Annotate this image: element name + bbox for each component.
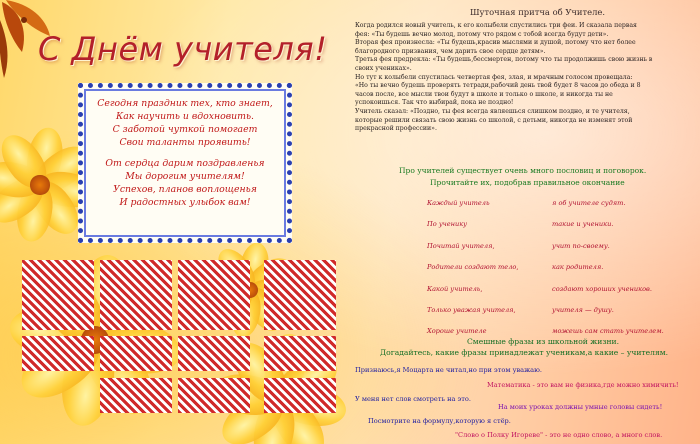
poem-box: [78, 83, 292, 243]
phrases-instruction: Догадайтесь, какие фразы принадлежат ученикам,а какие – учителям.: [380, 348, 669, 357]
photo-frame: [100, 260, 172, 330]
photo-frame: [178, 260, 250, 330]
proverb-start: Почитай учителя,: [427, 241, 495, 250]
proverb-start: Какой учитель,: [427, 284, 483, 293]
parable-line: Учитель сказал: «Поздно, ты фея всегда являешься слишком поздно, и те учителя,: [355, 108, 630, 115]
proverb-start: По ученику: [427, 220, 467, 229]
photo-frame: [264, 336, 336, 371]
proverb-ending: создают хороших учеников.: [552, 284, 652, 293]
photo-frame: [22, 260, 94, 330]
proverb-ending: такие и ученики.: [552, 220, 614, 229]
phrase-item: У меня нет слов смотреть на это.: [355, 395, 471, 403]
photo-frame: [100, 378, 172, 413]
poem-line: И радостных улыбок вам!: [119, 197, 251, 208]
proverb-start: Только уважая учителя,: [427, 306, 516, 314]
proverb-start: Каждый учитель: [427, 199, 490, 207]
parable-line: часов после, все мысли твои будут в школе и только о школе, и никогда ты не: [355, 90, 613, 98]
parable-line: Когда родился новый учитель, к его колыбели спустились три феи. И сказала первая: [355, 22, 637, 29]
phrase-item: Посмотрите на формулу,которую я стёр.: [368, 417, 511, 425]
proverbs-instruction: Прочитайте их, подобрав правильное окончание: [430, 178, 625, 187]
photo-frame: [264, 378, 336, 413]
parable-line: Третья фея предрекла: «Ты будешь,бессмертен, потому что ты продолжишь свою жизнь в: [355, 56, 653, 64]
parable-line: своих учениках».: [355, 65, 412, 72]
phrases-heading: Смешные фразы из школьной жизни.: [467, 337, 620, 346]
poem-line: Мы дорогим учителям!: [125, 171, 245, 182]
phrase-item: Признаюсь,я Моцарта не читал,но при этом уважаю.: [355, 366, 542, 374]
parable-line: Вторая фея произнесла: «Ты будешь,красив мыслями и душой, потому что нет более: [355, 39, 636, 47]
proverb-ending: учителя — душу.: [552, 306, 614, 314]
proverb-ending: учит по-своему.: [552, 241, 610, 250]
phrase-item: "Слово о Полку Игореве" - это не одно слово, а много слов.: [455, 431, 663, 439]
parable-line: которые решили связать свою жизнь со школой, с детьми, никогда не изменят этой: [355, 116, 633, 124]
proverb-ending: как родителя.: [552, 263, 604, 272]
proverb-start: Родители создают тело,: [427, 263, 519, 272]
parable-line: фея: «Ты будешь вечно молод, потому что рядом с тобой всегда будут дети».: [355, 30, 609, 38]
poem-line: Свои таланты проявить!: [119, 137, 251, 148]
photo-frame: [100, 336, 172, 371]
parable-line: прекрасной профессии».: [355, 125, 437, 133]
photo-frame: [178, 336, 250, 371]
parable-line: «Но ты вечно будешь проверять тетради,рабочий день твой будет 8 часов до обеда и 8: [355, 82, 641, 90]
poem-line: С заботой чуткой помогает: [112, 124, 258, 135]
photo-frame: [178, 378, 250, 413]
poem-line: Как научить и вдохновить.: [116, 111, 254, 122]
proverb-ending: я об учителе судят.: [552, 199, 626, 207]
proverb-start: Хороше учителе: [427, 327, 487, 336]
poem-line: Сегодня праздник тех, кто знает,: [97, 98, 273, 109]
photo-frame: [264, 260, 336, 330]
poem-line: От сердца дарим поздравленья: [105, 158, 265, 169]
parable-title: Шуточная притча об Учителе.: [470, 7, 606, 17]
poem-line: Успехов, планов воплощенья: [113, 184, 257, 195]
proverbs-heading: Про учителей существует очень много пословиц и поговорок.: [399, 166, 647, 175]
parable-line: благородного призвания, чем дарить свое сердце детям».: [355, 47, 546, 55]
phrase-item: На моих уроках должны умные головы сидеть!: [498, 403, 663, 411]
proverb-ending: можешь сам стать учителем.: [552, 327, 664, 336]
page-title: С Днём учителя!: [38, 30, 328, 68]
parable-line: Но тут к колыбели спустилась четвертая фея, злая, и мрачным голосом провещала:: [355, 73, 633, 81]
parable-line: успокоишься. Так что выбирай, пока не поздно!: [355, 99, 514, 107]
phrase-item: Математика - это вам не физика,где можно химичить!: [487, 381, 679, 389]
photo-frame: [22, 336, 94, 371]
